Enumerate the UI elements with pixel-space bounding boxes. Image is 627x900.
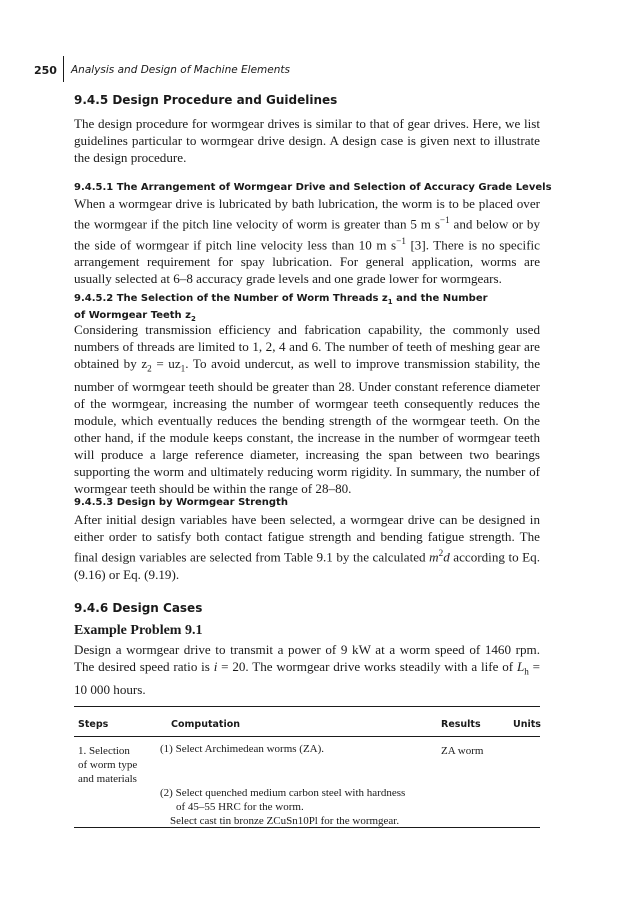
page-number: 250 xyxy=(34,64,57,77)
table-bottom-rule xyxy=(74,827,540,828)
section-heading-945: 9.4.5 Design Procedure and Guidelines xyxy=(74,93,338,107)
paragraph: Considering transmission efficiency and fabrication capability, the commonly used numbers of threads are limited to 1, 2, 4 and 6. The number of teeth of meshing gear are obtained by $z_2 = uz_1$. To avoid undercut, as well to improve transmission stability, the number of wormgear teeth should be greater than 28. Under constant reference diameter of the wormgear, increasing the number of wormgear teeth consequently reduces the module, which eventually reduces the bending strength of the wormgear teeth. On the other hand, if the module keeps constant, the increase in the number of wormgear teeth will produce a large reference diameter, increasing the span between two bearings supporting the worm and ultimately reducing worm rigidity. In summary, the number of wormgear teeth should be within the range of 28–80. xyxy=(74,322,541,497)
table-header-computation: Computation xyxy=(171,719,241,730)
running-title: Analysis and Design of Machine Elements xyxy=(71,64,290,76)
table-top-rule xyxy=(74,706,540,707)
subsection-9453-body xyxy=(74,511,540,583)
table-header-steps: Steps xyxy=(78,719,109,730)
table-header-rule xyxy=(74,736,540,737)
table-header-results: Results xyxy=(441,719,481,730)
table-header-units: Units xyxy=(513,719,541,730)
section-945-body xyxy=(74,115,540,166)
subsection-heading-9452: 9.4.5.2 The Selection of the Number of Worm Threads $z_1$ and the Number of Wormgear Teeth $z_2$ xyxy=(74,293,488,323)
subsection-heading-9453: 9.4.5.3 Design by Wormgear Strength xyxy=(74,497,288,508)
example-body xyxy=(74,641,540,698)
subsection-9452-body xyxy=(74,321,540,498)
section-heading-946: 9.4.6 Design Cases xyxy=(74,601,203,615)
paragraph: The design procedure for wormgear drives is similar to that of gear drives. Here, we list guidelines particular to wormgear drive design. A design case is given next to illustrate the design procedure. xyxy=(74,116,540,166)
paragraph: After initial design variables have been selected, a wormgear drive can be designed in either order to satisfy both contact fatigue strength and bending fatigue strength. The final design variables are selected from Table 9.1 by the calculated $m^2d$ according to Eq. (9.16) or Eq. (9.19). xyxy=(74,512,540,582)
table-computation-1: (1) Select Archimedean worms (ZA). xyxy=(160,743,325,755)
paragraph: When a wormgear drive is lubricated by bath lubrication, the worm is to be placed over the wormgear if the pitch line velocity of worm is greater than 5 m $s^{-1}$ and below or by the side of wormgear if pitch line velocity less than 10 m $s^{-1}$ [3]. There is no specific arrangement requirement for spay lubrication. For general application, worms are usually selected at 6–8 accuracy grade levels and one grade lower for wormgears. xyxy=(74,196,540,287)
example-title: Example Problem 9.1 xyxy=(74,623,203,638)
subsection-9451-body xyxy=(74,195,540,287)
table-step-label: 1. Selection of worm type and materials xyxy=(78,745,138,785)
table-computation-2: (2) Select quenched medium carbon steel with hardness of 45–55 HRC for the worm. Select cast tin bronze ZCuSn10Pl for the wormgear. xyxy=(160,787,406,827)
paragraph: Design a wormgear drive to transmit a power of 9 kW at a worm speed of 1460 rpm. The desired speed ratio is i = 20. The wormgear drive works steadily with a life of $L_h = 10$ 000 hours. xyxy=(74,642,540,697)
table-result-1: ZA worm xyxy=(441,745,484,757)
subsection-heading-9451: 9.4.5.1 The Arrangement of Wormgear Drive and Selection of Accuracy Grade Levels xyxy=(74,182,552,193)
header-divider xyxy=(63,56,64,82)
